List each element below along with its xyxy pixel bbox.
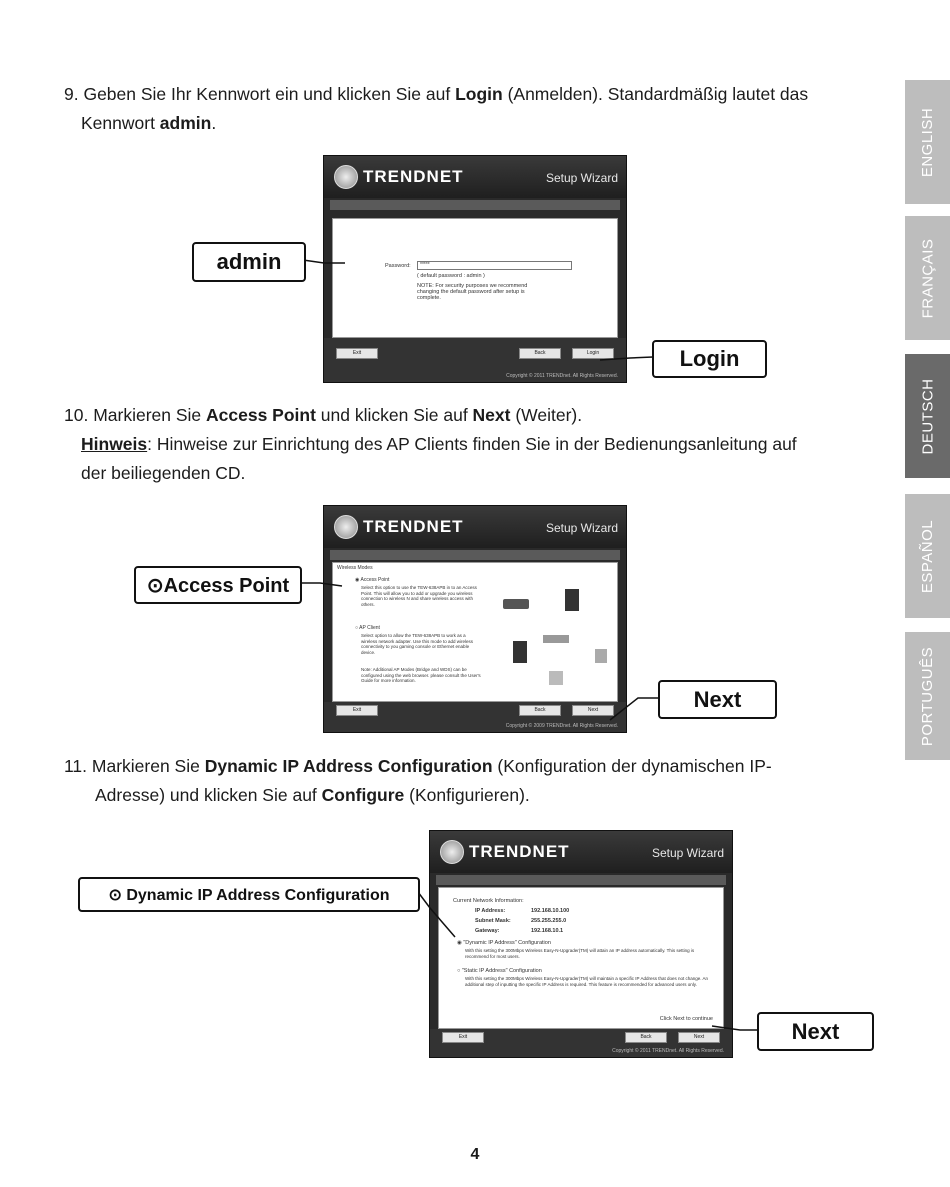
callout-dynamic-ip: ⊙ Dynamic IP Address Configuration (78, 877, 420, 912)
pc-image (595, 649, 607, 663)
header-stripe (436, 875, 726, 885)
copyright: Copyright © 2011 TRENDnet. All Rights Reserved. (612, 1048, 724, 1054)
callout-next-2: Next (757, 1012, 874, 1051)
wizard-title: Setup Wizard (651, 846, 724, 860)
text: Kennwort (81, 113, 160, 133)
text: (Konfigurieren). (404, 785, 530, 805)
current-info-label: Current Network Information: (453, 898, 524, 904)
back-button[interactable]: Back (625, 1032, 667, 1043)
client-ap-image (513, 641, 527, 663)
ip-value: 192.168.10.100 (531, 908, 570, 914)
brand-name: TRENDNET (363, 517, 464, 536)
group-label: Wireless Modes (337, 565, 373, 571)
logo-icon (440, 840, 464, 864)
password-input[interactable] (417, 261, 572, 270)
note-label: Hinweis (81, 434, 148, 454)
copyright: Copyright © 2009 TRENDnet. All Rights Reserved. (505, 723, 618, 729)
tab-label: ESPAÑOL (919, 519, 936, 593)
text: 11. Markieren Sie (64, 756, 205, 776)
tab-label: ENGLISH (919, 107, 937, 177)
dynamic-radio-row[interactable]: ◉ "Dynamic IP Address" Configuration (457, 940, 551, 946)
client-label: AP Client (359, 625, 380, 631)
wizard-screenshot-wireless-modes (323, 505, 627, 733)
wizard-screenshot-login (323, 155, 627, 383)
admin-keyword: admin (159, 113, 212, 133)
logo-icon (334, 515, 358, 539)
tab-espanol[interactable] (905, 494, 950, 618)
static-radio-row[interactable]: ○ "Static IP Address" Configuration (457, 968, 542, 974)
exit-button[interactable]: Exit (336, 348, 378, 359)
wizard-screenshot-ip-config (429, 830, 733, 1058)
tab-english[interactable] (905, 80, 950, 204)
trendnet-logo (334, 165, 464, 189)
trendnet-logo (334, 515, 464, 539)
trendnet-logo (440, 840, 570, 864)
back-button[interactable]: Back (519, 348, 561, 359)
back-button[interactable]: Back (519, 705, 561, 716)
text: (Konfiguration der dynamischen IP- (492, 756, 772, 776)
next-button[interactable]: Next (678, 1032, 720, 1043)
next-button[interactable]: Next (572, 705, 614, 716)
step-11-text (64, 752, 864, 810)
wizard-footer (430, 1029, 732, 1057)
header-stripe (330, 200, 620, 210)
callout-admin: admin (192, 242, 306, 282)
dynamic-ip-keyword: Dynamic IP Address Configuration (204, 756, 493, 776)
configure-keyword: Configure (321, 785, 405, 805)
tab-label: PORTUGUÊS (919, 646, 936, 746)
mask-value: 255.255.255.0 (531, 918, 567, 924)
brand-name: TRENDNET (469, 842, 570, 861)
text: und klicken Sie auf (315, 405, 473, 425)
text: : Hinweise zur Einrichtung des AP Clients finden Sie in der Bedienungsanleitung auf (147, 434, 797, 454)
client-radio-row[interactable]: ○ AP Client (355, 625, 380, 631)
login-button[interactable]: Login (572, 348, 614, 359)
step-9-text (64, 80, 864, 138)
gateway-value: 192.168.10.1 (531, 928, 564, 934)
static-label: "Static IP Address" Configuration (461, 968, 542, 974)
ap-description: Select this option to use the TEW-638APB in to an Access Point. This will allow you to add or upgrade you wireless connection to wireless N and share wireless access with others. (361, 585, 477, 607)
wizard-title: Setup Wizard (545, 171, 618, 185)
logo-icon (334, 165, 358, 189)
header-stripe (330, 550, 620, 560)
callout-next-1: Next (658, 680, 777, 719)
ap-label: Access Point (360, 577, 390, 583)
device-image (549, 671, 563, 685)
login-keyword: Login (455, 84, 503, 104)
text: (Weiter). (510, 405, 583, 425)
exit-button[interactable]: Exit (336, 705, 378, 716)
access-point-image (565, 589, 579, 611)
dynamic-label: "Dynamic IP Address" Configuration (463, 940, 551, 946)
exit-button[interactable]: Exit (442, 1032, 484, 1043)
tab-deutsch[interactable] (905, 354, 950, 478)
page-number: 4 (470, 1146, 480, 1163)
password-value: ***** (420, 262, 430, 268)
callout-login: Login (652, 340, 767, 378)
login-panel (332, 218, 618, 338)
wizard-footer (324, 702, 626, 732)
copyright: Copyright © 2011 TRENDnet. All Rights Reserved. (506, 373, 618, 379)
modes-panel (332, 562, 618, 702)
text: (Anmelden). Standardmäßig lautet das (502, 84, 809, 104)
brand-name: TRENDNET (363, 167, 464, 186)
text: 9. Geben Sie Ihr Kennwort ein und klicken Sie auf (64, 84, 456, 104)
router-image (503, 599, 529, 609)
wizard-title: Setup Wizard (545, 521, 618, 535)
tab-francais[interactable] (905, 216, 950, 340)
tab-label: DEUTSCH (919, 377, 937, 455)
static-description: With this setting the 300Mbps Wireless Easy-N-Upgrader(TM) will maintain a specific IP Address that does not change. An additional step of inputting the specific IP Address is required. This feature is recommended for advanced users only. (465, 976, 709, 987)
access-point-keyword: Access Point (206, 405, 316, 425)
text: Adresse) und klicken Sie auf (95, 785, 322, 805)
mask-label: Subnet Mask: (475, 918, 511, 924)
tab-portugues[interactable] (905, 632, 950, 760)
ap-radio-row[interactable]: ◉ Access Point (355, 577, 390, 583)
wizard-footer (324, 338, 626, 382)
default-password-note: ( default password : admin ) (417, 273, 485, 279)
callout-access-point: ⊙Access Point (134, 566, 302, 604)
password-label: Password: (385, 263, 411, 269)
dynamic-description: With this setting the 300Mbps Wireless Easy-N-Upgrader(TM) will attain an IP address automatically. This setting is recommend for most users. (465, 948, 695, 959)
next-keyword: Next (472, 405, 511, 425)
ip-label: IP Address: (475, 908, 506, 914)
gateway-label: Gateway: (475, 928, 500, 934)
security-note: NOTE: For security purposes we recommend changing the default password after setup is complete. (417, 283, 528, 301)
tab-label: FRANÇAIS (919, 238, 936, 318)
click-next-hint: Click Next to continue (659, 1016, 713, 1022)
ip-panel (438, 887, 724, 1029)
modes-note: Note: Additional AP Modes (Bridge and WDS) can be configured using the web browser. please consult the User's Guide for more information. (361, 667, 481, 683)
console-image (543, 635, 569, 643)
client-description: Select option to allow the TEW-638APB to work as a wireless network adapter. Use this mode to add wireless connectivity to you gaming console or Ethernet enable device. (361, 633, 474, 655)
text: 10. Markieren Sie (64, 405, 207, 425)
text: . (211, 113, 217, 133)
step-10-text (64, 401, 864, 488)
text: der beiliegenden CD. (81, 463, 246, 483)
